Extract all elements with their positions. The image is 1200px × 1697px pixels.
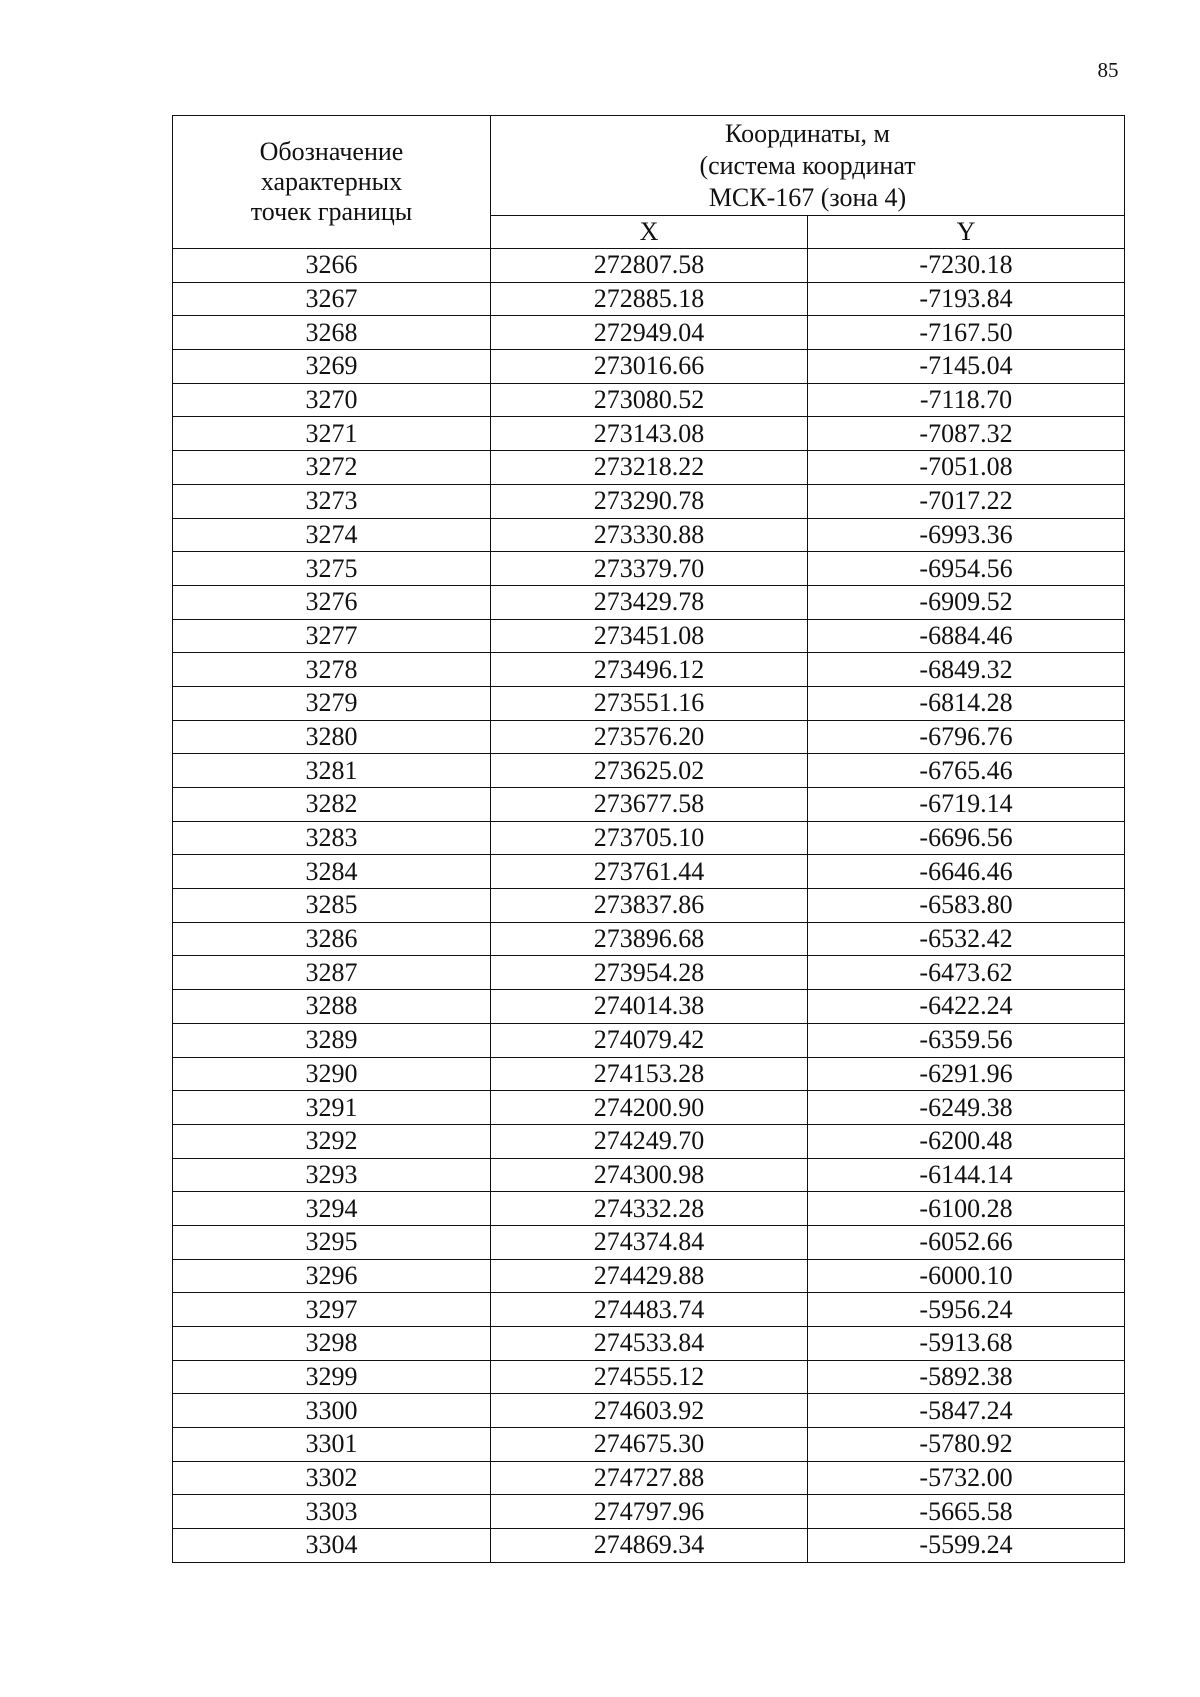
x-coordinate-cell: 274429.88 xyxy=(491,1259,808,1293)
x-coordinate-cell: 274153.28 xyxy=(491,1057,808,1091)
table-row xyxy=(173,1091,1125,1125)
y-coordinate-cell: -6532.42 xyxy=(808,922,1125,956)
y-coordinate-cell: -6993.36 xyxy=(808,518,1125,552)
point-id-cell: 3283 xyxy=(173,821,491,855)
x-coordinate-cell: 272885.18 xyxy=(491,282,808,316)
point-id-cell: 3288 xyxy=(173,990,491,1024)
x-coordinate-cell: 274797.96 xyxy=(491,1495,808,1529)
y-coordinate-cell: -6249.38 xyxy=(808,1091,1125,1125)
y-coordinate-cell: -5780.92 xyxy=(808,1428,1125,1462)
y-coordinate-cell: -6052.66 xyxy=(808,1225,1125,1259)
table-row xyxy=(173,585,1125,619)
x-coordinate-cell: 273451.08 xyxy=(491,619,808,653)
point-id-cell: 3287 xyxy=(173,956,491,990)
y-coordinate-cell: -5732.00 xyxy=(808,1461,1125,1495)
x-coordinate-cell: 273218.22 xyxy=(491,451,808,485)
x-coordinate-cell: 273330.88 xyxy=(491,518,808,552)
table-row xyxy=(173,1360,1125,1394)
table-row xyxy=(173,720,1125,754)
point-id-cell: 3270 xyxy=(173,383,491,417)
y-coordinate-cell: -6796.76 xyxy=(808,720,1125,754)
table-row xyxy=(173,316,1125,350)
point-header-line-3: точек границы xyxy=(250,197,413,226)
table-row xyxy=(173,1225,1125,1259)
x-coordinate-cell: 274200.90 xyxy=(491,1091,808,1125)
x-coordinate-cell: 274300.98 xyxy=(491,1158,808,1192)
point-id-cell: 3266 xyxy=(173,249,491,283)
y-coordinate-cell: -6583.80 xyxy=(808,889,1125,923)
point-id-cell: 3292 xyxy=(173,1124,491,1158)
table-row xyxy=(173,754,1125,788)
point-id-cell: 3267 xyxy=(173,282,491,316)
point-id-cell: 3273 xyxy=(173,484,491,518)
point-id-cell: 3303 xyxy=(173,1495,491,1529)
coords-header-line-2: (система координат xyxy=(699,150,916,180)
table-row xyxy=(173,1461,1125,1495)
point-id-cell: 3278 xyxy=(173,653,491,687)
point-id-cell: 3296 xyxy=(173,1259,491,1293)
x-coordinate-cell: 274727.88 xyxy=(491,1461,808,1495)
y-coordinate-cell: -5599.24 xyxy=(808,1529,1125,1563)
table-row xyxy=(173,1394,1125,1428)
x-column-header: X xyxy=(491,216,808,249)
y-coordinate-cell: -6814.28 xyxy=(808,686,1125,720)
table-row xyxy=(173,1124,1125,1158)
point-id-cell: 3290 xyxy=(173,1057,491,1091)
x-coordinate-cell: 273954.28 xyxy=(491,956,808,990)
y-coordinate-cell: -7167.50 xyxy=(808,316,1125,350)
x-coordinate-cell: 273016.66 xyxy=(491,350,808,384)
table-row xyxy=(173,686,1125,720)
table-row xyxy=(173,249,1125,283)
coords-header-line-3: МСК-167 (зона 4) xyxy=(708,182,907,212)
point-id-cell: 3286 xyxy=(173,922,491,956)
x-coordinate-cell: 274374.84 xyxy=(491,1225,808,1259)
table-row xyxy=(173,889,1125,923)
y-coordinate-cell: -7087.32 xyxy=(808,417,1125,451)
x-coordinate-cell: 272807.58 xyxy=(491,249,808,283)
point-id-cell: 3291 xyxy=(173,1091,491,1125)
table-row xyxy=(173,383,1125,417)
point-id-cell: 3289 xyxy=(173,1023,491,1057)
point-id-cell: 3304 xyxy=(173,1529,491,1563)
point-id-cell: 3279 xyxy=(173,686,491,720)
x-coordinate-cell: 273551.16 xyxy=(491,686,808,720)
x-coordinate-cell: 273576.20 xyxy=(491,720,808,754)
page-number: 85 xyxy=(1097,58,1119,82)
x-coordinate-cell: 273625.02 xyxy=(491,754,808,788)
table-row xyxy=(173,1428,1125,1462)
point-id-cell: 3293 xyxy=(173,1158,491,1192)
y-coordinate-cell: -6719.14 xyxy=(808,788,1125,822)
x-coordinate-cell: 274332.28 xyxy=(491,1192,808,1226)
coordinates-header xyxy=(491,116,1125,216)
table-row xyxy=(173,821,1125,855)
point-id-cell: 3274 xyxy=(173,518,491,552)
table-row xyxy=(173,1529,1125,1563)
y-coordinate-cell: -5847.24 xyxy=(808,1394,1125,1428)
x-coordinate-cell: 273379.70 xyxy=(491,552,808,586)
y-coordinate-cell: -5956.24 xyxy=(808,1293,1125,1327)
y-coordinate-cell: -6849.32 xyxy=(808,653,1125,687)
point-id-cell: 3269 xyxy=(173,350,491,384)
y-coordinate-cell: -7017.22 xyxy=(808,484,1125,518)
x-coordinate-cell: 273143.08 xyxy=(491,417,808,451)
y-coordinate-cell: -6000.10 xyxy=(808,1259,1125,1293)
y-coordinate-cell: -6473.62 xyxy=(808,956,1125,990)
point-id-cell: 3271 xyxy=(173,417,491,451)
y-coordinate-cell: -7193.84 xyxy=(808,282,1125,316)
x-coordinate-cell: 274014.38 xyxy=(491,990,808,1024)
table-row xyxy=(173,552,1125,586)
point-id-cell: 3285 xyxy=(173,889,491,923)
x-coordinate-cell: 273705.10 xyxy=(491,821,808,855)
y-coordinate-cell: -6100.28 xyxy=(808,1192,1125,1226)
y-coordinate-cell: -6291.96 xyxy=(808,1057,1125,1091)
point-id-cell: 3301 xyxy=(173,1428,491,1462)
table-row xyxy=(173,653,1125,687)
table-row xyxy=(173,1192,1125,1226)
table-row xyxy=(173,922,1125,956)
table-row xyxy=(173,1158,1125,1192)
point-id-cell: 3300 xyxy=(173,1394,491,1428)
table-row xyxy=(173,1327,1125,1361)
y-coordinate-cell: -6696.56 xyxy=(808,821,1125,855)
point-id-cell: 3294 xyxy=(173,1192,491,1226)
y-coordinate-cell: -6954.56 xyxy=(808,552,1125,586)
y-coordinate-cell: -7145.04 xyxy=(808,350,1125,384)
y-coordinate-cell: -5665.58 xyxy=(808,1495,1125,1529)
y-coordinate-cell: -7230.18 xyxy=(808,249,1125,283)
table-row xyxy=(173,788,1125,822)
x-coordinate-cell: 272949.04 xyxy=(491,316,808,350)
x-coordinate-cell: 274079.42 xyxy=(491,1023,808,1057)
x-coordinate-cell: 273290.78 xyxy=(491,484,808,518)
point-id-cell: 3295 xyxy=(173,1225,491,1259)
y-coordinate-cell: -6884.46 xyxy=(808,619,1125,653)
y-coordinate-cell: -6144.14 xyxy=(808,1158,1125,1192)
point-id-cell: 3282 xyxy=(173,788,491,822)
table-row xyxy=(173,350,1125,384)
coordinates-table xyxy=(172,115,1125,1563)
y-coordinate-cell: -6909.52 xyxy=(808,585,1125,619)
point-id-cell: 3277 xyxy=(173,619,491,653)
x-coordinate-cell: 274533.84 xyxy=(491,1327,808,1361)
y-coordinate-cell: -6422.24 xyxy=(808,990,1125,1024)
table-body xyxy=(173,249,1125,1563)
point-id-cell: 3276 xyxy=(173,585,491,619)
x-coordinate-cell: 273429.78 xyxy=(491,585,808,619)
x-coordinate-cell: 274603.92 xyxy=(491,1394,808,1428)
y-coordinate-cell: -6646.46 xyxy=(808,855,1125,889)
point-id-cell: 3275 xyxy=(173,552,491,586)
table-row xyxy=(173,956,1125,990)
table-row xyxy=(173,990,1125,1024)
x-coordinate-cell: 273896.68 xyxy=(491,922,808,956)
point-header-line-2: характерных xyxy=(260,167,403,196)
x-coordinate-cell: 273837.86 xyxy=(491,889,808,923)
x-coordinate-cell: 273080.52 xyxy=(491,383,808,417)
table-row xyxy=(173,1495,1125,1529)
point-id-cell: 3302 xyxy=(173,1461,491,1495)
table-row xyxy=(173,619,1125,653)
point-id-cell: 3297 xyxy=(173,1293,491,1327)
point-id-cell: 3280 xyxy=(173,720,491,754)
table-row xyxy=(173,518,1125,552)
point-header-line-1: Обозначение xyxy=(259,137,404,166)
point-id-cell: 3298 xyxy=(173,1327,491,1361)
table-row xyxy=(173,451,1125,485)
table-row xyxy=(173,1023,1125,1057)
point-id-cell: 3299 xyxy=(173,1360,491,1394)
y-coordinate-cell: -6359.56 xyxy=(808,1023,1125,1057)
point-id-cell: 3268 xyxy=(173,316,491,350)
x-coordinate-cell: 274675.30 xyxy=(491,1428,808,1462)
x-coordinate-cell: 274249.70 xyxy=(491,1124,808,1158)
table-row xyxy=(173,855,1125,889)
point-id-cell: 3281 xyxy=(173,754,491,788)
table-header xyxy=(173,116,1125,249)
table-row xyxy=(173,1259,1125,1293)
y-column-header: Y xyxy=(808,216,1125,249)
table-row xyxy=(173,417,1125,451)
x-coordinate-cell: 273677.58 xyxy=(491,788,808,822)
table-row xyxy=(173,1293,1125,1327)
x-coordinate-cell: 273761.44 xyxy=(491,855,808,889)
point-id-cell: 3272 xyxy=(173,451,491,485)
coords-header-line-1: Координаты, м xyxy=(725,118,890,148)
x-coordinate-cell: 274555.12 xyxy=(491,1360,808,1394)
x-coordinate-cell: 273496.12 xyxy=(491,653,808,687)
table-row xyxy=(173,282,1125,316)
y-coordinate-cell: -7051.08 xyxy=(808,451,1125,485)
x-coordinate-cell: 274483.74 xyxy=(491,1293,808,1327)
table-row xyxy=(173,484,1125,518)
point-designation-header xyxy=(173,116,491,249)
y-coordinate-cell: -7118.70 xyxy=(808,383,1125,417)
y-coordinate-cell: -5892.38 xyxy=(808,1360,1125,1394)
table-row xyxy=(173,1057,1125,1091)
y-coordinate-cell: -6765.46 xyxy=(808,754,1125,788)
y-coordinate-cell: -6200.48 xyxy=(808,1124,1125,1158)
point-id-cell: 3284 xyxy=(173,855,491,889)
y-coordinate-cell: -5913.68 xyxy=(808,1327,1125,1361)
x-coordinate-cell: 274869.34 xyxy=(491,1529,808,1563)
